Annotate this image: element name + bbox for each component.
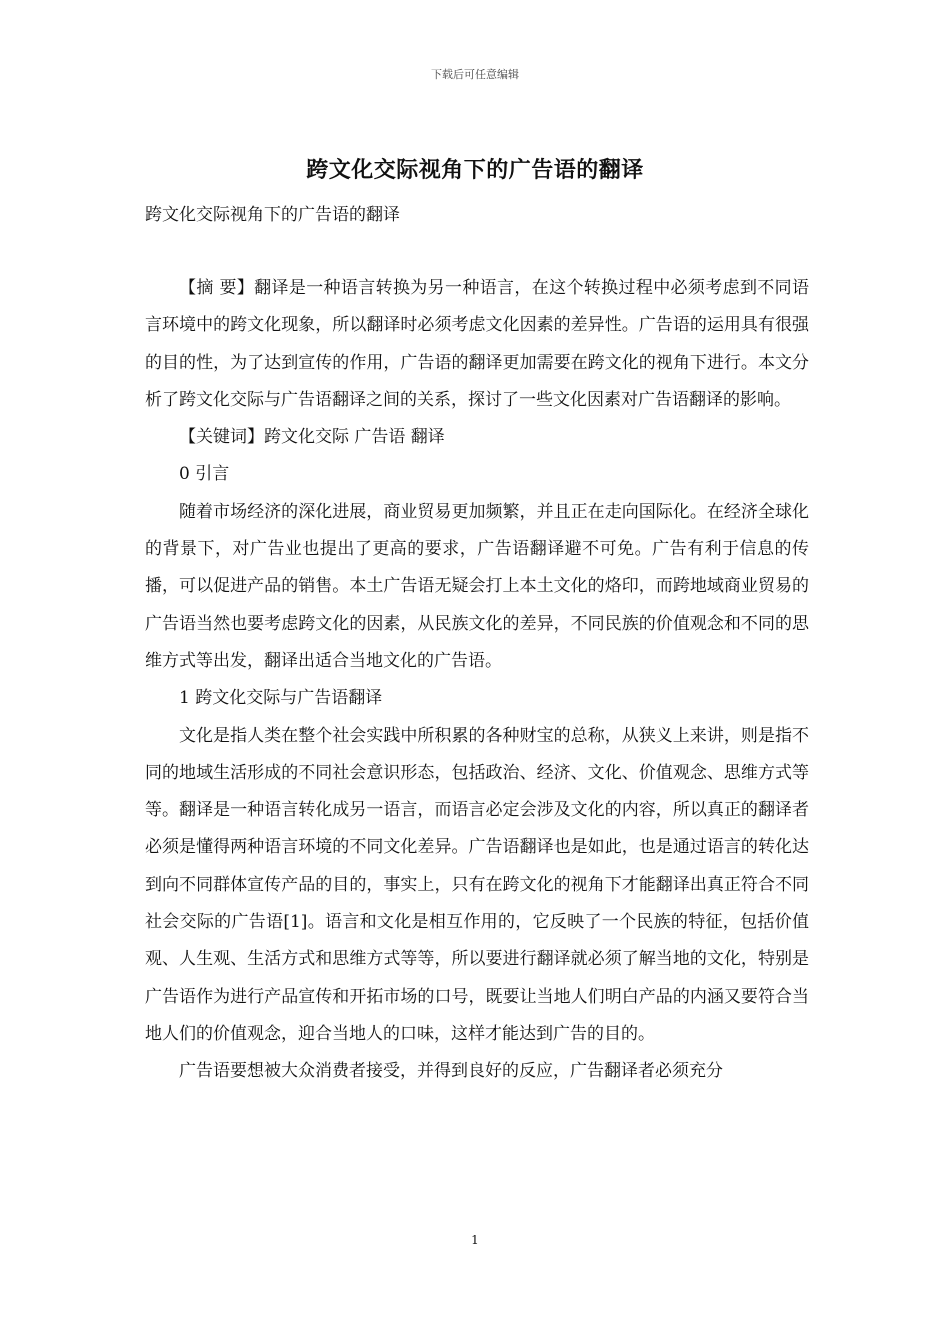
abstract-paragraph: 【摘 要】翻译是一种语言转换为另一种语言，在这个转换过程中必须考虑到不同语言环境中的跨文化现象，所以翻译时必须考虑文化因素的差异性。广告语的运用具有很强的目的性，为了达到宣传的作用，广告语的翻译更加需要在跨文化的视角下进行。本文分析了跨文化交际与广告语翻译之间的关系，探讨了一些文化因素对广告语翻译的影响。 [145, 278, 809, 410]
keywords-paragraph: 【关键词】跨文化交际 广告语 翻译 [179, 427, 445, 448]
document-subtitle: 跨文化交际视角下的广告语的翻译 [145, 205, 400, 225]
body-paragraph: 随着市场经济的深化进展，商业贸易更加频繁，并且正在走向国际化。在经济全球化的背景下，对广告业也提出了更高的要求，广告语翻译避不可免。广告有利于信息的传播，可以促进产品的销售。本土广告语无疑会打上本土文化的烙印，而跨地域商业贸易的广告语当然也要考虑跨文化的因素，从民族文化的差异，不同民族的价值观念和不同的思维方式等出发，翻译出适合当地文化的广告语。 [145, 501, 809, 671]
section-heading-1: 1 跨文化交际与广告语翻译 [179, 688, 383, 709]
document-title: 跨文化交际视角下的广告语的翻译 [306, 157, 644, 183]
document-body [145, 270, 809, 1091]
body-paragraph: 文化是指人类在整个社会实践中所积累的各种财宝的总称，从狭义上来讲，则是指不同的地域生活形成的不同社会意识形态，包括政治、经济、文化、价值观念、思维方式等等。翻译是一种语言转化成另一语言，而语言必定会涉及文化的内容，所以真正的翻译者必须是懂得两种语言环境的不同文化差异。广告语翻译也是如此，也是通过语言的转化达到向不同群体宣传产品的目的，事实上，只有在跨文化的视角下才能翻译出真正符合不同社会交际的广告语[1]。语言和文化是相互作用的，它反映了一个民族的特征，包括价值观、人生观、生活方式和思维方式等等，所以要进行翻译就必须了解当地的文化，特别是广告语作为进行产品宣传和开拓市场的口号，既要让当地人们明白产品的内涵又要符合当地人们的价值观念，迎合当地人的口味，这样才能达到广告的目的。 [145, 725, 809, 1044]
body-paragraph: 广告语要想被大众消费者接受，并得到良好的反应，广告翻译者必须充分 [179, 1061, 723, 1082]
section-heading-introduction: 0 引言 [179, 464, 230, 485]
header-note: 下载后可任意编辑 [431, 68, 519, 81]
page-number: 1 [471, 1233, 479, 1247]
